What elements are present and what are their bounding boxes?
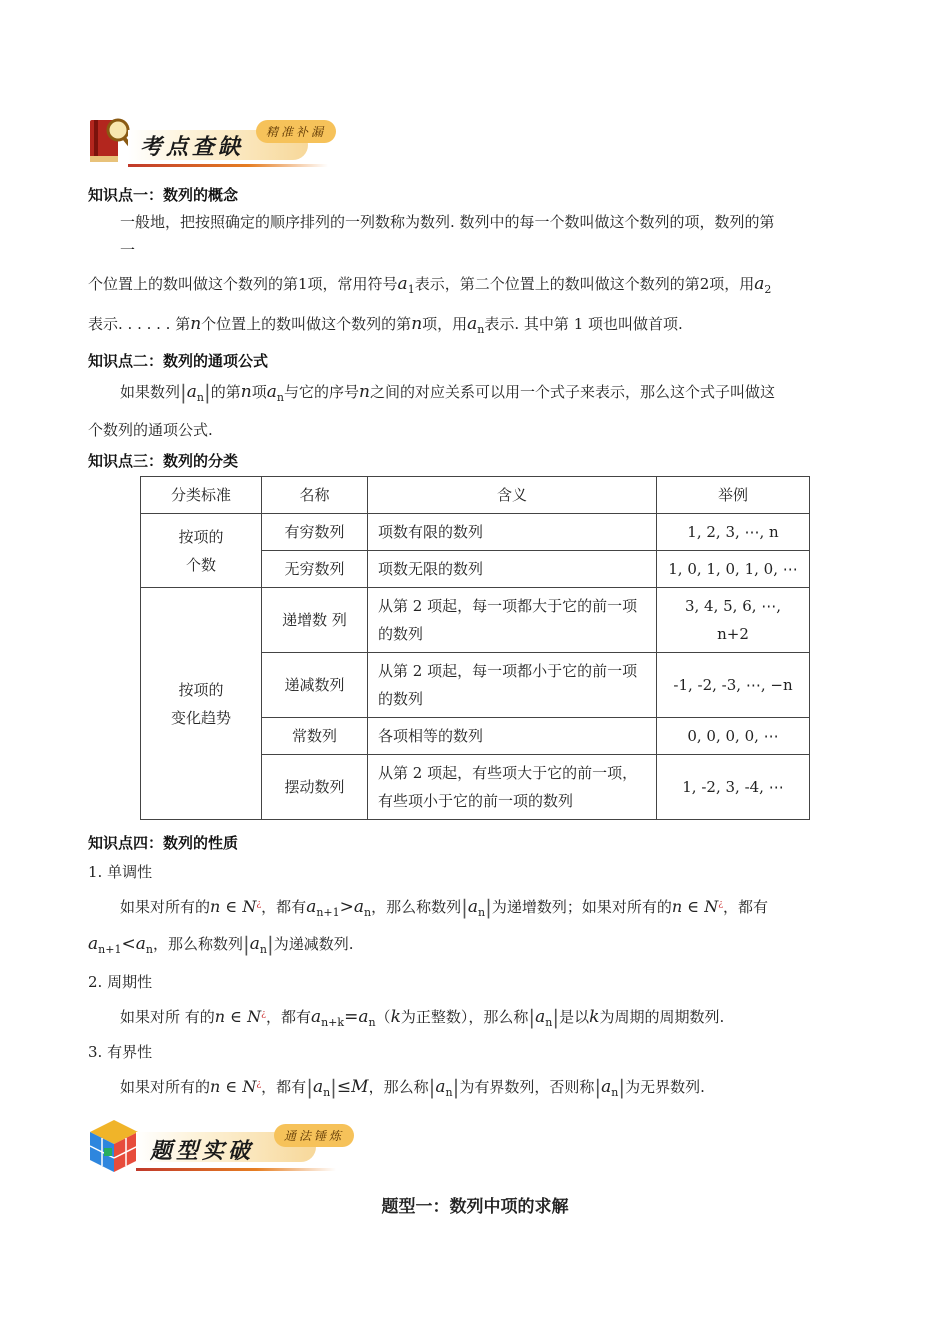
- math-k: k: [589, 1007, 600, 1027]
- k4-text: ，那么称数列: [152, 935, 243, 953]
- meaning-cell: 从第 2 项起，有些项大于它的前一项，有些项小于它的前一项的数列: [368, 755, 657, 820]
- k4-text: ，都有: [261, 898, 307, 916]
- math-star: ¿: [718, 899, 724, 909]
- meaning-cell: 项数无限的数列: [368, 551, 657, 588]
- math-sub: 1: [407, 283, 415, 296]
- k4-text: ，那么称: [368, 1078, 429, 1096]
- k4-sub-1: 1. 单调性: [88, 863, 153, 881]
- k2-para-2: 个数列的通项公式.: [88, 421, 213, 439]
- math-sub: n: [323, 1086, 331, 1099]
- k4-text: ，都有: [261, 1078, 307, 1096]
- math-brace: |: [461, 895, 468, 919]
- example-cell: 1, 2, 3, ⋯, n: [657, 514, 810, 551]
- k1-text: 表示，第二个位置上的数叫做这个数列的第2项，用: [414, 275, 755, 293]
- k1-text: 个位置上的数叫做这个数列的第: [201, 315, 412, 333]
- math-a: a: [135, 934, 146, 954]
- name-cell: 递减数列: [262, 653, 368, 718]
- math-sub: n: [545, 1016, 553, 1029]
- math-a: a: [601, 1077, 612, 1097]
- math-a: a: [266, 382, 277, 402]
- banner-tag: 通法锤炼: [274, 1124, 354, 1147]
- math-sub: n: [611, 1086, 619, 1099]
- math-a: a: [358, 1007, 369, 1027]
- math-brace: |: [485, 895, 492, 919]
- math-brace: |: [180, 380, 187, 404]
- math-brace: |: [618, 1075, 626, 1099]
- math-brace: |: [528, 1005, 536, 1029]
- banner-underline: [128, 164, 328, 167]
- example-cell: -1, -2, -3, ⋯, −n: [657, 653, 810, 718]
- k4-text: 是以: [559, 1008, 590, 1026]
- name-cell: 常数列: [262, 718, 368, 755]
- k4-text: 如果对所 有的: [120, 1008, 215, 1026]
- banner-tag: 精准补漏: [256, 120, 336, 143]
- math-a: a: [435, 1077, 446, 1097]
- k1-text: 表示. 其中第 1 项也叫做首项.: [484, 315, 683, 333]
- k4-heading: 知识点四：数列的性质: [88, 834, 239, 852]
- math-abs: |: [306, 1075, 313, 1099]
- name-cell: 递增数 列: [262, 588, 368, 653]
- math-a: a: [467, 897, 479, 917]
- meaning-cell: 从第 2 项起，每一项都大于它的前一项的数列: [368, 588, 657, 653]
- math-brace: |: [452, 1075, 460, 1099]
- math-sub: n: [478, 906, 486, 919]
- math-star: ¿: [261, 1009, 266, 1019]
- k4-bound-para: [120, 1074, 705, 1103]
- math-sub: n+1: [98, 943, 122, 956]
- math-a: a: [397, 274, 408, 294]
- k3-heading: 知识点三：数列的分类: [88, 452, 239, 470]
- math-sub: n: [445, 1086, 453, 1099]
- example-cell: 1, 0, 1, 0, 1, 0, ⋯: [657, 551, 810, 588]
- banner-underline: [136, 1168, 336, 1171]
- math-brace: |: [594, 1075, 602, 1099]
- k4-sub-2: 2. 周期性: [88, 973, 153, 991]
- math-op: <: [121, 934, 136, 954]
- math-brace: |: [242, 932, 250, 956]
- example-cell: 0, 0, 0, 0, ⋯: [657, 718, 810, 755]
- math-sub: n+k: [321, 1016, 345, 1029]
- section-banner-practice: [88, 1118, 378, 1178]
- math-op: =: [344, 1007, 359, 1027]
- k1-para-3: [88, 314, 683, 340]
- math-brace: |: [266, 932, 274, 956]
- k4-period-para: [120, 1004, 724, 1033]
- k2-text: 如果数列: [120, 383, 181, 401]
- math-n: n: [411, 314, 423, 334]
- math-a: a: [535, 1007, 546, 1027]
- meaning-cell: 从第 2 项起，每一项都小于它的前一项的数列: [368, 653, 657, 718]
- table-header-row: [141, 477, 810, 514]
- k4-text: 如果对所有的: [120, 1078, 211, 1096]
- table-row: [141, 514, 810, 551]
- name-cell: 摆动数列: [262, 755, 368, 820]
- meaning-cell: 各项相等的数列: [368, 718, 657, 755]
- math-a: a: [467, 314, 478, 334]
- k4-text: 为无界数列.: [625, 1078, 705, 1096]
- k1-para-2: [88, 274, 771, 300]
- k4-text: 如果对所有的: [120, 898, 211, 916]
- k4-sub-3: 3. 有界性: [88, 1043, 153, 1061]
- name-cell: 有穷数列: [262, 514, 368, 551]
- k4-text: 为正整数），那么称: [400, 1008, 529, 1026]
- k1-text: 表示. . . . . . 第: [88, 315, 191, 333]
- k4-mono-para-2: [88, 934, 353, 960]
- math-abs: |: [330, 1075, 337, 1099]
- math-sub: n: [196, 391, 204, 404]
- k4-mono-para-1: [120, 894, 768, 923]
- math-a: a: [186, 382, 197, 402]
- puzzle-cube-icon: [88, 1118, 140, 1174]
- section-banner-review: [88, 116, 368, 176]
- group-cell: 按项的 个数: [141, 514, 262, 588]
- math-le-M: ≤M: [336, 1077, 369, 1097]
- k4-text: 为递减数列.: [273, 935, 354, 953]
- math-sub: 2: [764, 283, 772, 296]
- k4-text: ，那么称数列: [371, 898, 462, 916]
- table-header-cell: 分类标准: [141, 477, 262, 514]
- k2-para-1: [120, 382, 775, 408]
- classification-table: [140, 476, 810, 820]
- meaning-cell: 项数有限的数列: [368, 514, 657, 551]
- k4-text: 为递增数列；如果对所有的: [491, 898, 672, 916]
- math-a: a: [310, 1007, 322, 1027]
- math-a: a: [249, 934, 260, 954]
- math-k: k: [390, 1007, 401, 1027]
- k1-para-1-tail: 一: [120, 241, 136, 259]
- table-header-cell: 含义: [368, 477, 657, 514]
- k2-heading: 知识点二：数列的通项公式: [88, 352, 269, 370]
- k2-text: 与它的序号: [283, 383, 359, 401]
- math-sub: n: [145, 943, 153, 956]
- math-brace: |: [428, 1075, 436, 1099]
- math-sub: n: [368, 1016, 376, 1029]
- math-sub: n+1: [316, 906, 340, 919]
- math-star: ¿: [256, 899, 262, 909]
- example-cell: 1, -2, 3, -4, ⋯: [657, 755, 810, 820]
- math-sub: n: [259, 943, 267, 956]
- table-header-cell: 名称: [262, 477, 368, 514]
- math-a: a: [312, 1077, 324, 1097]
- math-a: a: [353, 897, 365, 917]
- math-a: a: [88, 934, 99, 954]
- k1-heading: 知识点一：数列的概念: [88, 186, 239, 204]
- table-row: [141, 588, 810, 653]
- banner-title: 题型实破: [150, 1139, 255, 1164]
- k4-text: 为有界数列，否则称: [459, 1078, 595, 1096]
- group-cell: 按项的 变化趋势: [141, 588, 262, 820]
- math-brace: |: [204, 380, 211, 404]
- k2-text: 的第: [210, 383, 241, 401]
- math-brace: |: [552, 1005, 560, 1029]
- math-sub: n: [276, 391, 284, 404]
- math-n: n: [358, 382, 370, 402]
- math-n-in-N: n ∈ N: [210, 1077, 257, 1096]
- k4-text: ，都有: [265, 1008, 311, 1026]
- math-sub: n: [364, 906, 372, 919]
- name-cell: 无穷数列: [262, 551, 368, 588]
- math-a: a: [754, 274, 765, 294]
- math-a: a: [306, 897, 317, 917]
- k4-text: （: [375, 1008, 391, 1026]
- k2-text: 之间的对应关系可以用一个式子来表示，那么这个式子叫做这: [369, 383, 775, 401]
- k4-text: 为周期的周期数列.: [599, 1008, 725, 1026]
- math-n-in-N: n ∈ N: [210, 897, 257, 916]
- math-n: n: [240, 382, 252, 402]
- banner-title: 考点查缺: [140, 135, 245, 160]
- math-star: ¿: [256, 1079, 262, 1089]
- math-n: n: [190, 314, 202, 334]
- math-op: >: [339, 897, 354, 917]
- math-n-in-N: n ∈ N: [214, 1007, 262, 1026]
- example-cell: 3, 4, 5, 6, ⋯, n+2: [657, 588, 810, 653]
- section-title: 题型一：数列中项的求解: [381, 1197, 569, 1217]
- k4-text: ，都有: [723, 898, 769, 916]
- table-header-cell: 举例: [657, 477, 810, 514]
- math-n-in-N: n ∈ N: [671, 897, 719, 916]
- k2-text: 项: [251, 383, 267, 401]
- k1-text: 个位置上的数叫做这个数列的第1项，常用符号: [88, 275, 398, 293]
- math-sub: n: [477, 323, 485, 336]
- k1-text: 项，用: [422, 315, 468, 333]
- k1-para-1: 一般地，把按照确定的顺序排列的一列数称为数列. 数列中的每一个数叫做这个数列的项，数列的第: [120, 213, 775, 231]
